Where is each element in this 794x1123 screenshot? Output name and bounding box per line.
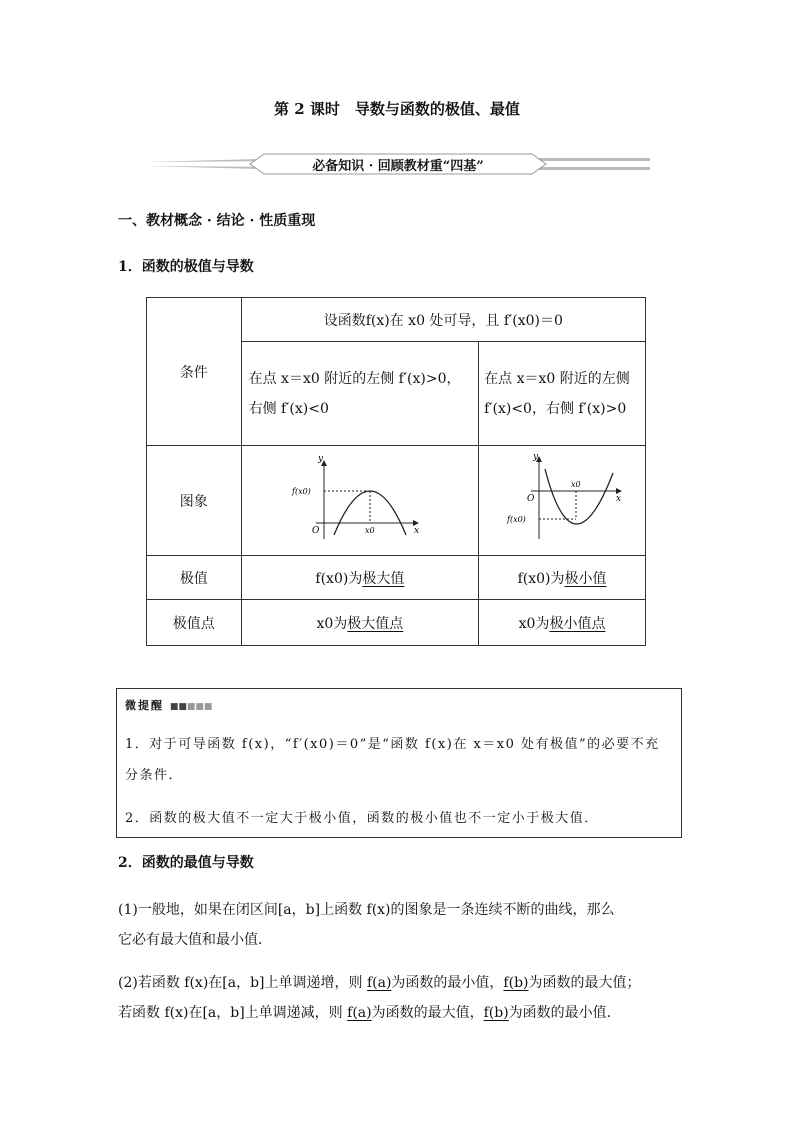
max-graph-origin: O	[311, 525, 320, 536]
p2l1-text-b: 为函数的最小值，	[391, 975, 504, 991]
min-value: 极小值	[564, 570, 607, 587]
graph-label: 图象	[147, 446, 242, 556]
condition-header: 设函数f(x)在 x0 处可导，且 f′(x0)＝0	[241, 298, 645, 342]
tip-title	[125, 697, 212, 713]
extreme-point-label: 极值点	[147, 600, 242, 646]
extremum-table	[146, 297, 646, 646]
min-graph	[497, 451, 627, 547]
tip-box	[116, 688, 682, 838]
extreme-value-label: 极值	[147, 556, 242, 600]
p2l2-text-c: 为函数的最小值．	[508, 1005, 621, 1021]
p2l2-fa: f(a)	[347, 1005, 372, 1021]
min-graph-x-label: x	[616, 493, 622, 504]
max-value-prefix: f(x0)为	[315, 570, 363, 587]
subheading-2: 2．函数的最值与导数	[118, 855, 254, 871]
min-value-prefix: f(x0)为	[517, 570, 565, 587]
min-point-cell	[479, 600, 646, 646]
section-heading-1: 一、教材概念 · 结论 · 性质重现	[118, 213, 316, 229]
tip-line-2: 2．函数的极大值不一定大于极小值，函数的极小值也不一定小于极大值．	[125, 811, 599, 826]
max-graph-x-label: x	[413, 525, 419, 536]
subheading-1: 1．函数的极值与导数	[118, 259, 254, 275]
page-title: 第 2 课时 导数与函数的极值、最值	[274, 100, 520, 118]
p2l1-text-a: (2)若函数 f(x)在[a，b]上单调递增，则	[118, 975, 367, 991]
max-value-cell	[241, 556, 479, 600]
paragraph-2-line-2	[118, 998, 698, 1028]
min-condition: 在点 x＝x0 附近的左侧 f′(x)<0，右侧 f′(x)>0	[479, 342, 646, 446]
max-condition: 在点 x＝x0 附近的左侧 f′(x)>0，右侧 f′(x)<0	[241, 342, 479, 446]
min-graph-y-label: y	[533, 451, 539, 462]
banner-text: 必备知识 · 回顾教材重“四基”	[312, 159, 484, 174]
min-point: 极小值点	[549, 615, 606, 632]
max-graph-x0: x0	[364, 525, 375, 535]
max-value: 极大值	[362, 570, 405, 587]
graph-max-cell	[241, 446, 479, 556]
tip-line-1: 1．对于可导函数 f(x)，“f′(x0)＝0”是“函数 f(x)在 x＝x0 处有极值”的必要不充	[125, 737, 660, 752]
max-graph	[290, 453, 430, 545]
section-banner	[146, 152, 650, 176]
p2l1-text-c: 为函数的最大值；	[528, 975, 641, 991]
max-graph-y-label: y	[317, 453, 323, 464]
min-point-prefix: x0为	[518, 615, 550, 632]
max-point-prefix: x0为	[316, 615, 348, 632]
p2l2-fb: f(b)	[483, 1005, 509, 1021]
paragraph-1	[118, 895, 688, 955]
max-point: 极大值点	[347, 615, 404, 632]
p2l2-text-a: 若函数 f(x)在[a，b]上单调递减，则	[118, 1005, 348, 1021]
paragraph-2-line-1	[118, 968, 698, 998]
paragraph-1-line-1: (1)一般地，如果在闭区间[a，b]上函数 f(x)的图象是一条连续不断的曲线，那么	[118, 902, 615, 918]
p2l2-text-b: 为函数的最大值，	[371, 1005, 484, 1021]
min-value-cell	[479, 556, 646, 600]
min-graph-x0: x0	[571, 479, 581, 489]
paragraph-2	[118, 968, 698, 1028]
max-point-cell	[241, 600, 479, 646]
p2l1-fa: f(a)	[366, 975, 392, 991]
min-graph-origin: O	[527, 493, 535, 504]
min-graph-fx0: f(x0)	[507, 514, 526, 524]
paragraph-1-line-2: 它必有最大值和最小值．	[118, 932, 272, 948]
tip-squares-icon: ■■■■■	[169, 702, 213, 712]
tip-title-text: 微提醒	[125, 699, 164, 712]
p2l1-fb: f(b)	[503, 975, 529, 991]
tip-line-1b: 分条件．	[125, 768, 184, 783]
condition-label: 条件	[147, 298, 242, 446]
max-graph-fx0: f(x0)	[291, 486, 311, 496]
graph-min-cell	[479, 446, 646, 556]
